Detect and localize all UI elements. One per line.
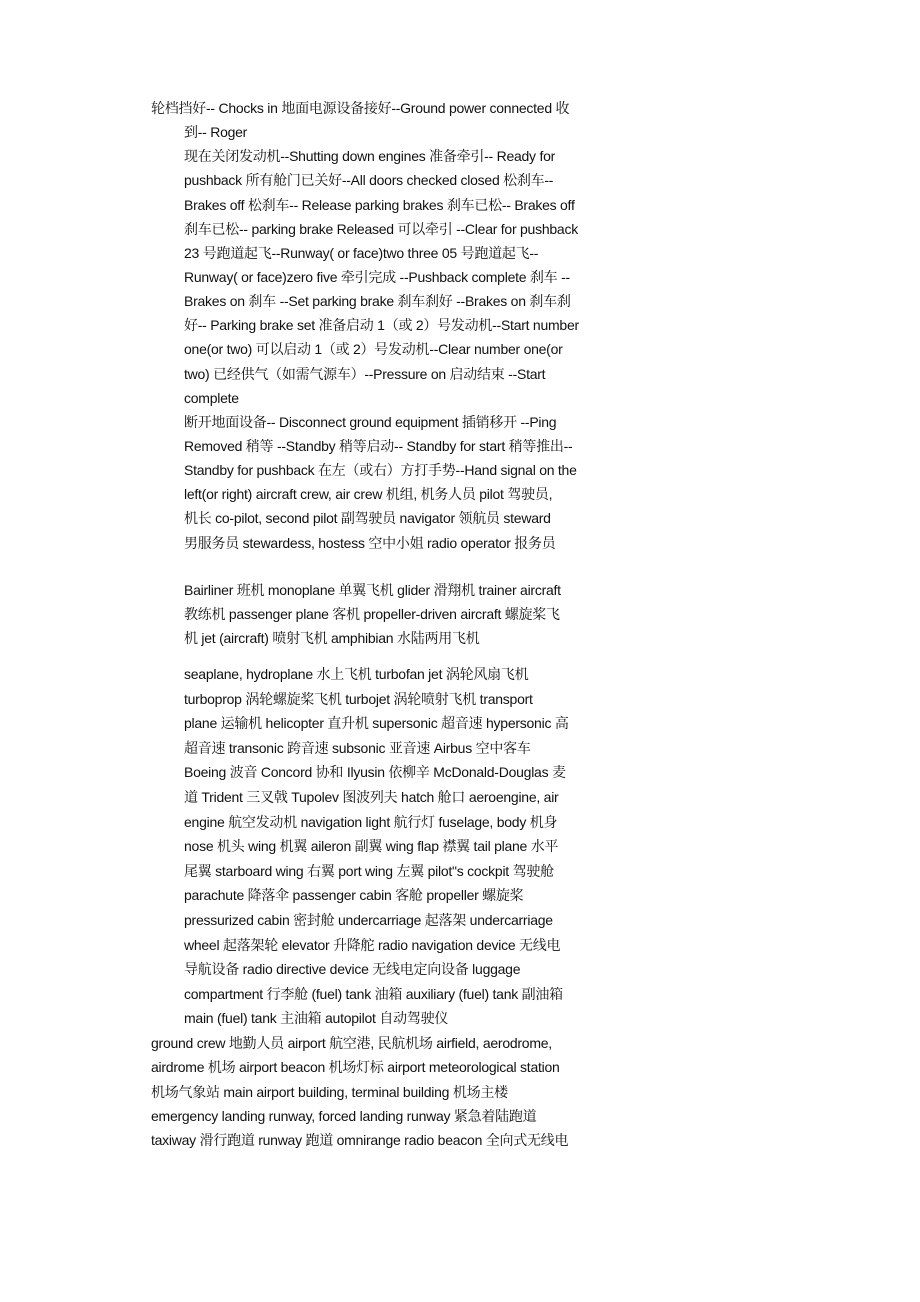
text-line: Runway( or face)zero five 牵引完成 --Pushback complete 刹车 -- [184, 268, 570, 285]
text-line: 刹车已松-- parking brake Released 可以牵引 --Clear for pushback [184, 220, 578, 237]
text-line: turboprop 涡轮螺旋桨飞机 turbojet 涡轮喷射飞机 transport [184, 690, 533, 707]
text-line: seaplane, hydroplane 水上飞机 turbofan jet 涡轮风扇飞机 [184, 666, 529, 682]
text-line: 23 号跑道起飞--Runway( or face)two three 05 号跑道起飞-- [184, 244, 539, 261]
text-line: 断开地面设备-- Disconnect ground equipment 插销移开 --Ping [184, 413, 557, 430]
text-line: main (fuel) tank 主油箱 autopilot 自动驾驶仪 [184, 1010, 449, 1027]
text-line: 道 Trident 三叉戟 Tupolev 图波列夫 hatch 舱口 aeroengine, air [184, 788, 559, 805]
text-line: pressurized cabin 密封舱 undercarriage 起落架 undercarriage [184, 911, 553, 928]
text-line: 轮档挡好-- Chocks in 地面电源设备接好--Ground power connected 收 [151, 100, 570, 116]
text-line: 超音速 transonic 跨音速 subsonic 亚音速 Airbus 空中客车 [184, 739, 531, 756]
text-line: wheel 起落架轮 elevator 升降舵 radio navigation device 无线电 [184, 936, 561, 953]
text-line: taxiway 滑行跑道 runway 跑道 omnirange radio beacon 全向式无线电 [151, 1132, 569, 1148]
text-line: parachute 降落伞 passenger cabin 客舱 propeller 螺旋桨 [184, 887, 524, 904]
paragraph-aircraft-types [184, 578, 561, 650]
text-line: Brakes on 刹车 --Set parking brake 刹车刹好 --Brakes on 刹车刹 [184, 293, 571, 310]
text-line: Boeing 波音 Concord 协和 Ilyusin 依柳辛 McDonald-Douglas 麦 [184, 764, 566, 781]
text-line: 好-- Parking brake set 准备启动 1（或 2）号发动机--Start number [184, 317, 579, 334]
text-line: plane 运输机 helicopter 直升机 supersonic 超音速 hypersonic 高 [184, 715, 569, 732]
text-line: 现在关闭发动机--Shutting down engines 准备牵引-- Ready for [184, 148, 556, 165]
paragraph-ground-phrases [151, 96, 579, 555]
text-line: Brakes off 松刹车-- Release parking brakes 刹车已松-- Brakes off [184, 196, 575, 213]
text-line: 导航设备 radio directive device 无线电定向设备 luggage [184, 961, 521, 978]
text-line: left(or right) aircraft crew, air crew 机组, 机务人员 pilot 驾驶员, [184, 486, 553, 503]
text-line: 机 jet (aircraft) 喷射飞机 amphibian 水陆两用飞机 [184, 630, 480, 647]
paragraph-aircraft-parts [184, 662, 569, 1031]
text-line: 尾翼 starboard wing 右翼 port wing 左翼 pilot"s cockpit 驾驶舱 [184, 862, 554, 879]
text-line: one(or two) 可以启动 1（或 2）号发动机--Clear number one(or [184, 341, 563, 358]
text-line: emergency landing runway, forced landing runway 紧急着陆跑道 [151, 1107, 537, 1124]
text-line: pushback 所有舱门已关好--All doors checked closed 松刹车-- [184, 172, 554, 189]
text-line: 到-- Roger [184, 124, 248, 141]
text-line: 男服务员 stewardess, hostess 空中小姐 radio operator 报务员 [184, 534, 556, 551]
text-line: Standby for pushback 在左（或右）方打手势--Hand signal on the [184, 462, 577, 479]
text-line: compartment 行李舱 (fuel) tank 油箱 auxiliary (fuel) tank 副油箱 [184, 985, 563, 1002]
text-line: airdrome 机场 airport beacon 机场灯标 airport meteorological station [151, 1059, 560, 1076]
text-line: 机长 co-pilot, second pilot 副驾驶员 navigator 领航员 steward [184, 510, 551, 527]
text-line: 教练机 passenger plane 客机 propeller-driven aircraft 螺旋桨飞 [184, 606, 560, 623]
text-line: ground crew 地勤人员 airport 航空港, 民航机场 airfield, aerodrome, [151, 1035, 552, 1051]
text-line: nose 机头 wing 机翼 aileron 副翼 wing flap 襟翼 tail plane 水平 [184, 838, 559, 855]
text-line: Removed 稍等 --Standby 稍等启动-- Standby for start 稍等推出-- [184, 437, 573, 454]
text-line: complete [184, 389, 239, 406]
text-line: engine 航空发动机 navigation light 航行灯 fuselage, body 机身 [184, 813, 558, 830]
paragraph-airport-terms [151, 1031, 568, 1152]
text-line: 机场气象站 main airport building, terminal building 机场主楼 [151, 1083, 508, 1100]
text-line: two) 已经供气（如需气源车）--Pressure on 启动结束 --Start [184, 365, 546, 382]
text-line: Bairliner 班机 monoplane 单翼飞机 glider 滑翔机 trainer aircraft [184, 582, 561, 598]
